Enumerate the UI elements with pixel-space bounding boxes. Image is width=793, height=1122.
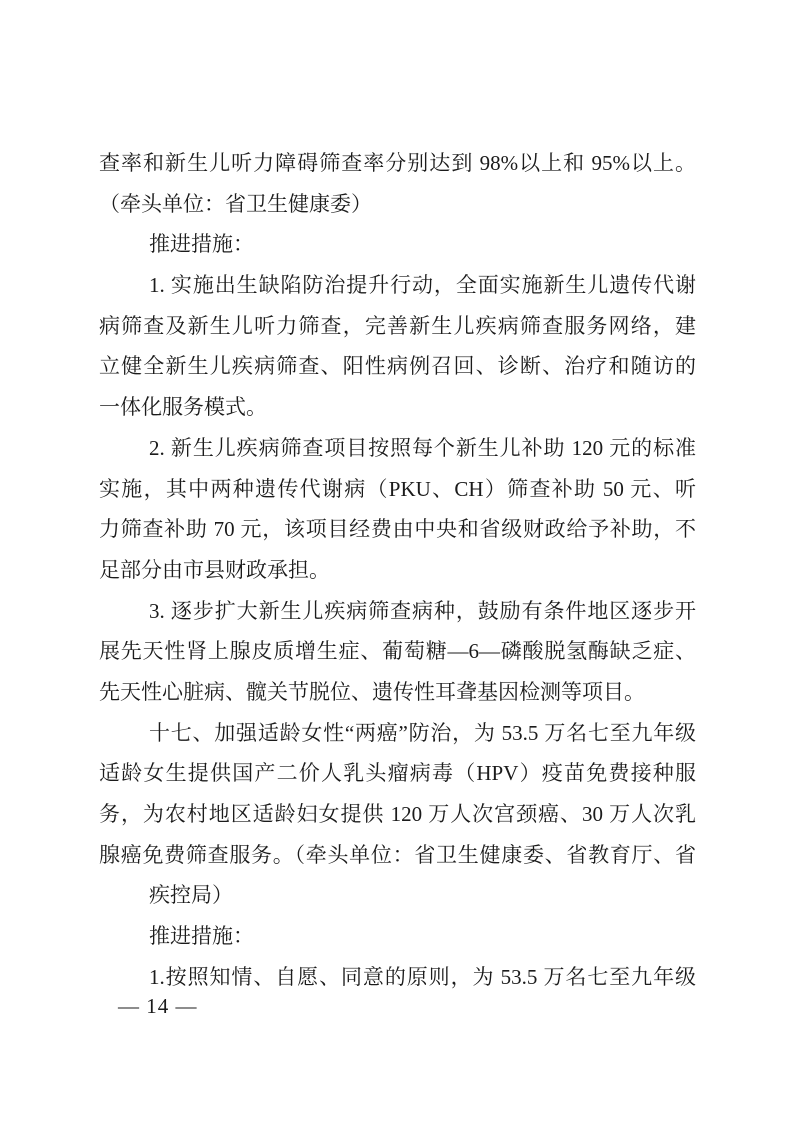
doc-line: 3. 逐步扩大新生儿疾病筛查病种，鼓励有条件地区逐步开 — [149, 598, 696, 623]
page-number: — 14 — — [118, 994, 198, 1018]
doc-line: 实施，其中两种遗传代谢病（PKU、CH）筛查补助 50 元、听 — [99, 476, 696, 501]
doc-line: 务，为农村地区适龄妇女提供 120 万人次宫颈癌、30 万人次乳 — [99, 802, 696, 826]
doc-line: 1. 实施出生缺陷防治提升行动，全面实施新生儿遗传代谢 — [149, 273, 696, 298]
doc-line: 展先天性肾上腺皮质增生症、葡萄糖—6—磷酸脱氢酶缺乏症、 — [99, 639, 696, 664]
doc-line: 1.按照知情、自愿、同意的原则，为 53.5 万名七至九年级 — [149, 964, 696, 989]
doc-line: 立健全新生儿疾病筛查、阳性病例召回、诊断、治疗和随访的 — [99, 354, 696, 379]
doc-line: 腺癌免费筛查服务。（牵头单位：省卫生健康委、省教育厅、省 — [99, 842, 696, 867]
doc-line: 适龄女生提供国产二价人乳头瘤病毒（HPV）疫苗免费接种服 — [99, 761, 696, 786]
doc-line: 一体化服务模式。 — [99, 395, 267, 420]
doc-line: 查率和新生儿听力障碍筛查率分别达到 98%以上和 95%以上。 — [99, 151, 696, 175]
doc-line: 2. 新生儿疾病筛查项目按照每个新生儿补助 120 元的标准 — [149, 435, 696, 460]
doc-line: 足部分由市县财政承担。 — [99, 557, 330, 582]
doc-line: 疾控局） — [149, 883, 233, 908]
doc-line: 病筛查及新生儿听力筛查，完善新生儿疾病筛查服务网络，建 — [99, 313, 696, 338]
doc-line: 推进措施： — [149, 232, 254, 257]
doc-line: 推进措施： — [149, 924, 254, 949]
doc-line: 力筛查补助 70 元，该项目经费由中央和省级财政给予补助，不 — [99, 517, 696, 542]
doc-line: 十七、加强适龄女性“两癌”防治，为 53.5 万名七至九年级 — [149, 720, 696, 745]
doc-line: 先天性心脏病、髋关节脱位、遗传性耳聋基因检测等项目。 — [99, 679, 645, 704]
document-text-block — [99, 143, 696, 997]
doc-line: （牵头单位：省卫生健康委） — [99, 191, 372, 216]
